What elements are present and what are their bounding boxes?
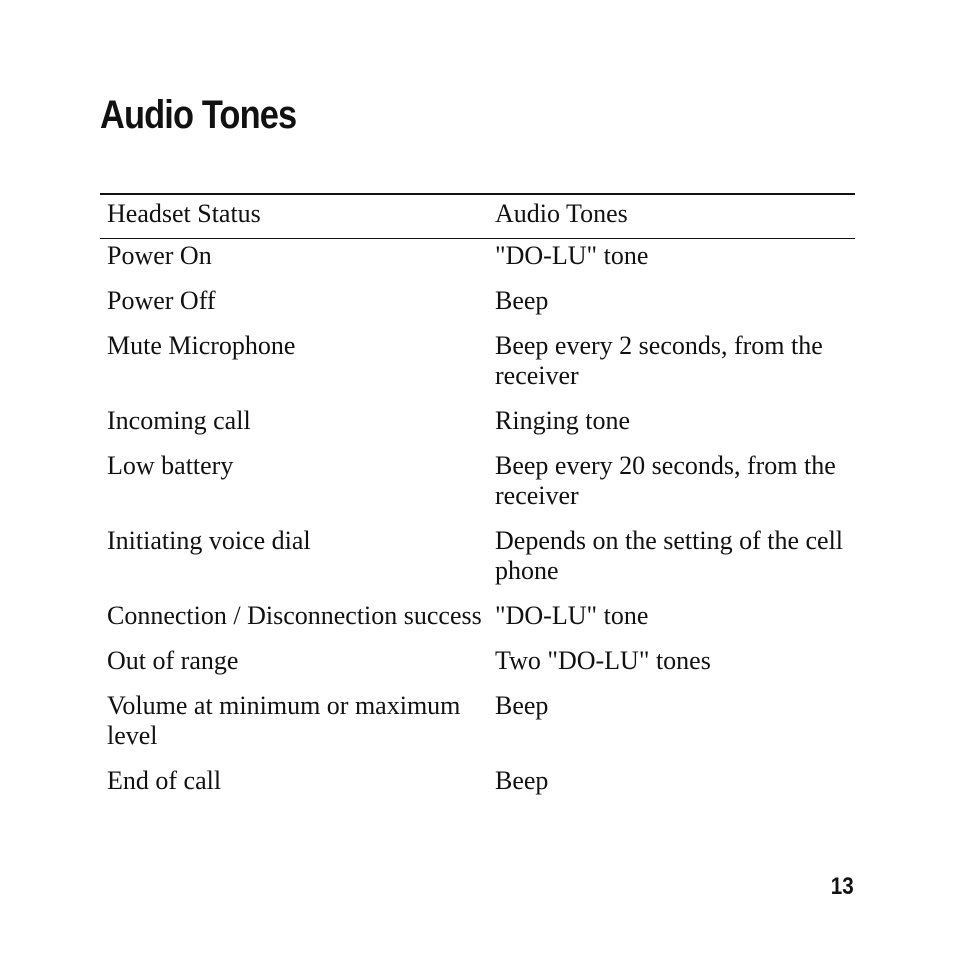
table-row — [100, 328, 855, 403]
table-header — [100, 194, 855, 239]
table-row — [100, 283, 855, 328]
headset-status-cell: Out of range — [107, 646, 239, 675]
audio-tone-cell: Beep every 20 seconds, from the receiver — [495, 451, 836, 510]
table-row — [100, 448, 855, 523]
table-body — [100, 239, 855, 809]
table-row — [100, 643, 855, 688]
headset-status-cell: Power On — [107, 241, 212, 270]
headset-status-cell: Incoming call — [107, 406, 251, 435]
audio-tone-cell: Beep — [495, 691, 549, 720]
column-header-headset-status: Headset Status — [100, 194, 488, 239]
audio-tone-cell: Depends on the setting of the cell phone — [495, 526, 844, 585]
audio-tone-cell: Two "DO-LU" tones — [495, 646, 711, 675]
table-row — [100, 598, 855, 643]
headset-status-cell: Low battery — [107, 451, 234, 480]
audio-tone-cell: Beep every 2 seconds, from the receiver — [495, 331, 823, 390]
audio-tone-cell: "DO-LU" tone — [495, 601, 649, 630]
audio-tones-table — [100, 193, 855, 808]
table-row — [100, 403, 855, 448]
table-row — [100, 523, 855, 598]
headset-status-cell: End of call — [107, 766, 222, 795]
audio-tone-cell: "DO-LU" tone — [495, 241, 649, 270]
page-title: Audio Tones — [100, 93, 297, 137]
table-row — [100, 688, 855, 763]
page-number: 13 — [831, 873, 854, 900]
headset-status-cell: Power Off — [107, 286, 216, 315]
headset-status-cell: Connection / Disconnection success — [107, 601, 482, 630]
audio-tone-cell: Ringing tone — [495, 406, 631, 435]
headset-status-cell: Initiating voice dial — [107, 526, 311, 555]
table-row — [100, 763, 855, 808]
table-header-row — [100, 194, 855, 239]
audio-tone-cell: Beep — [495, 766, 549, 795]
headset-status-cell: Mute Microphone — [107, 331, 296, 360]
column-header-audio-tones: Audio Tones — [488, 194, 855, 239]
headset-status-cell: Volume at minimum or maximum level — [107, 691, 461, 750]
audio-tone-cell: Beep — [495, 286, 549, 315]
table-row — [100, 239, 855, 284]
